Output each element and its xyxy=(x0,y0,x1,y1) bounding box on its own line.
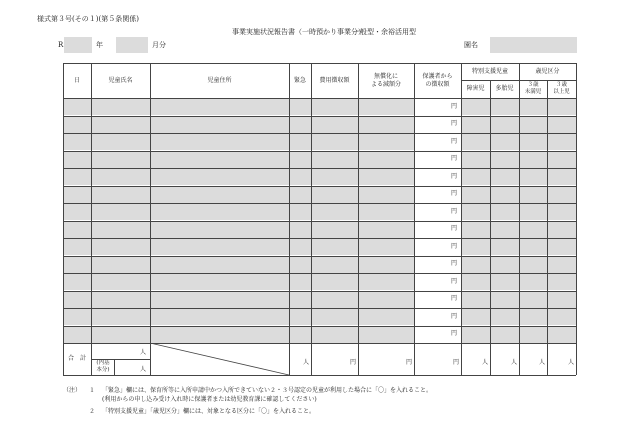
table-cell[interactable] xyxy=(491,291,519,307)
table-cell[interactable] xyxy=(64,116,91,132)
table-cell[interactable] xyxy=(290,99,311,115)
guardian-fee-yen: 円 xyxy=(450,260,457,268)
table-cell[interactable] xyxy=(462,186,490,202)
guardian-fee-yen: 円 xyxy=(450,172,457,180)
year-input[interactable] xyxy=(64,37,92,53)
table-cell[interactable] xyxy=(64,256,91,272)
table-cell[interactable] xyxy=(520,116,547,132)
table-cell[interactable] xyxy=(359,309,414,325)
total-fee-unit: 円 xyxy=(350,359,357,366)
table-cell[interactable] xyxy=(462,204,490,220)
table-cell[interactable] xyxy=(491,309,519,325)
table-cell[interactable] xyxy=(312,186,358,202)
table-cell[interactable] xyxy=(520,256,547,272)
total-breakdown-unit: 人 xyxy=(140,366,147,373)
total-person-unit: 人 xyxy=(140,349,147,356)
table-vline xyxy=(547,80,548,375)
table-cell[interactable] xyxy=(151,151,289,167)
table-hline xyxy=(63,256,576,257)
table-cell[interactable] xyxy=(359,204,414,220)
table-cell[interactable] xyxy=(548,204,576,220)
table-cell[interactable] xyxy=(312,309,358,325)
table-hline xyxy=(63,168,576,169)
table-cell[interactable] xyxy=(548,221,576,237)
table-cell[interactable] xyxy=(290,169,311,185)
table-cell[interactable] xyxy=(462,151,490,167)
guardian-fee-yen: 円 xyxy=(450,190,457,198)
total-over3-unit: 人 xyxy=(568,359,575,366)
table-vline xyxy=(414,63,415,375)
table-cell[interactable] xyxy=(462,239,490,255)
col-multi-birth: 多胎児 xyxy=(495,85,514,93)
table-cell[interactable] xyxy=(520,169,547,185)
table-cell[interactable] xyxy=(151,256,289,272)
table-cell[interactable] xyxy=(290,309,311,325)
table-hline xyxy=(63,375,576,376)
table-cell[interactable] xyxy=(548,326,576,342)
table-hline xyxy=(63,116,576,117)
guardian-fee-yen: 円 xyxy=(450,242,457,250)
table-cell[interactable] xyxy=(92,186,150,202)
table-cell[interactable] xyxy=(491,151,519,167)
month-input[interactable] xyxy=(116,37,148,53)
table-cell[interactable] xyxy=(462,99,490,115)
table-cell[interactable] xyxy=(312,291,358,307)
total-guardian-unit: 円 xyxy=(453,359,460,366)
table-cell[interactable] xyxy=(462,134,490,150)
table-cell[interactable] xyxy=(290,116,311,132)
table-cell[interactable] xyxy=(359,116,414,132)
total-under3-unit: 人 xyxy=(539,359,546,366)
table-cell[interactable] xyxy=(491,256,519,272)
guardian-fee-yen: 円 xyxy=(450,295,457,303)
table-cell[interactable] xyxy=(520,326,547,342)
table-cell[interactable] xyxy=(151,239,289,255)
table-cell[interactable] xyxy=(359,99,414,115)
table-cell[interactable] xyxy=(312,239,358,255)
table-cell[interactable] xyxy=(92,256,150,272)
total-disabled-unit: 人 xyxy=(482,359,489,366)
table-cell[interactable] xyxy=(491,326,519,342)
table-hline xyxy=(63,308,576,309)
table-cell[interactable] xyxy=(92,151,150,167)
table-cell[interactable] xyxy=(64,291,91,307)
table-cell[interactable] xyxy=(548,291,576,307)
total-multi-unit: 人 xyxy=(511,359,518,366)
table-cell[interactable] xyxy=(151,309,289,325)
table-hline xyxy=(63,238,576,239)
report-table xyxy=(63,63,576,375)
table-cell[interactable] xyxy=(290,221,311,237)
table-cell[interactable] xyxy=(92,309,150,325)
table-cell[interactable] xyxy=(520,99,547,115)
col-fee: 費用徴収額 xyxy=(319,76,350,84)
table-cell[interactable] xyxy=(520,239,547,255)
table-cell[interactable] xyxy=(64,151,91,167)
table-cell[interactable] xyxy=(462,116,490,132)
col-day: 日 xyxy=(73,76,80,84)
table-cell[interactable] xyxy=(462,169,490,185)
table-cell[interactable] xyxy=(92,274,150,290)
table-vline xyxy=(289,63,290,375)
table-hline xyxy=(63,203,576,204)
table-cell[interactable] xyxy=(491,221,519,237)
col-free-reduction: 無償化に よる減額分 xyxy=(370,73,401,88)
table-vline xyxy=(358,63,359,375)
table-cell[interactable] xyxy=(548,169,576,185)
table-cell[interactable] xyxy=(92,99,150,115)
table-cell[interactable] xyxy=(312,151,358,167)
table-cell[interactable] xyxy=(92,326,150,342)
table-cell[interactable] xyxy=(64,134,91,150)
table-cell[interactable] xyxy=(462,291,490,307)
table-cell[interactable] xyxy=(491,204,519,220)
table-vline xyxy=(63,63,64,375)
table-cell[interactable] xyxy=(290,291,311,307)
table-cell[interactable] xyxy=(92,291,150,307)
table-cell[interactable] xyxy=(64,274,91,290)
guardian-fee-yen: 円 xyxy=(450,120,457,128)
table-cell[interactable] xyxy=(491,186,519,202)
table-cell[interactable] xyxy=(548,99,576,115)
total-label: 合 計 xyxy=(67,355,86,363)
table-cell[interactable] xyxy=(491,116,519,132)
total-address-diagonal xyxy=(150,343,289,375)
table-vline xyxy=(91,63,92,375)
note-1b-text: (利用からの申し込み受け入れ時に保護者または幼児教育課に確認してください) xyxy=(102,396,317,403)
col-disabled: 障害児 xyxy=(466,85,485,93)
table-vline xyxy=(490,80,491,375)
table-cell[interactable] xyxy=(151,291,289,307)
table-cell[interactable] xyxy=(151,134,289,150)
facility-name-input[interactable] xyxy=(490,37,577,53)
table-cell[interactable] xyxy=(151,326,289,342)
table-cell[interactable] xyxy=(520,291,547,307)
facility-label: 園名 xyxy=(464,41,478,49)
table-cell[interactable] xyxy=(491,134,519,150)
table-cell[interactable] xyxy=(151,169,289,185)
table-hline xyxy=(91,359,150,360)
table-hline xyxy=(63,291,576,292)
table-cell[interactable] xyxy=(92,134,150,150)
table-cell[interactable] xyxy=(290,186,311,202)
table-cell[interactable] xyxy=(548,151,576,167)
table-cell[interactable] xyxy=(92,221,150,237)
note-2-num: ２ xyxy=(89,408,96,415)
col-child-name: 児童氏名 xyxy=(108,76,133,84)
total-breakdown-label: (内基 本分) xyxy=(96,360,110,373)
col-guardian-fee: 保護者から の徴収額 xyxy=(422,73,453,88)
table-hline xyxy=(63,151,576,152)
table-cell[interactable] xyxy=(491,274,519,290)
col-under3: ３歳 未満児 xyxy=(524,82,542,95)
table-cell[interactable] xyxy=(64,204,91,220)
table-cell[interactable] xyxy=(312,221,358,237)
table-cell[interactable] xyxy=(359,134,414,150)
table-cell[interactable] xyxy=(290,256,311,272)
table-cell[interactable] xyxy=(312,169,358,185)
table-cell[interactable] xyxy=(151,274,289,290)
table-cell[interactable] xyxy=(92,169,150,185)
table-cell[interactable] xyxy=(520,151,547,167)
table-cell[interactable] xyxy=(312,204,358,220)
table-cell[interactable] xyxy=(312,256,358,272)
table-cell[interactable] xyxy=(462,326,490,342)
table-hline xyxy=(63,326,576,327)
table-cell[interactable] xyxy=(462,256,490,272)
table-vline xyxy=(114,359,115,375)
table-cell[interactable] xyxy=(548,256,576,272)
table-cell[interactable] xyxy=(290,274,311,290)
table-hline xyxy=(63,343,576,344)
table-cell[interactable] xyxy=(64,169,91,185)
notes-marker: （注） xyxy=(63,387,82,394)
table-cell[interactable] xyxy=(548,134,576,150)
table-cell[interactable] xyxy=(64,309,91,325)
guardian-fee-yen: 円 xyxy=(450,102,457,110)
table-cell[interactable] xyxy=(520,134,547,150)
form-type-label: 一般型・余裕活用型 xyxy=(353,28,416,36)
table-vline xyxy=(519,63,520,375)
table-cell[interactable] xyxy=(548,186,576,202)
table-hline xyxy=(63,63,576,64)
table-cell[interactable] xyxy=(312,274,358,290)
col-over3: ３歳 以上児 xyxy=(553,82,570,95)
table-vline xyxy=(150,63,151,375)
table-cell[interactable] xyxy=(548,309,576,325)
era-prefix: R xyxy=(58,41,64,49)
table-cell[interactable] xyxy=(64,99,91,115)
table-cell[interactable] xyxy=(92,116,150,132)
guardian-fee-yen: 円 xyxy=(450,155,457,163)
form-title: 事業実施状況報告書（一時預かり事業分） xyxy=(232,28,365,36)
note-1-num: １ xyxy=(89,387,96,394)
table-cell[interactable] xyxy=(312,326,358,342)
table-cell[interactable] xyxy=(491,239,519,255)
table-cell[interactable] xyxy=(290,204,311,220)
table-cell[interactable] xyxy=(359,221,414,237)
table-cell[interactable] xyxy=(92,204,150,220)
table-cell[interactable] xyxy=(359,326,414,342)
table-cell[interactable] xyxy=(92,239,150,255)
table-cell[interactable] xyxy=(290,326,311,342)
table-cell[interactable] xyxy=(359,169,414,185)
guardian-fee-yen: 円 xyxy=(450,207,457,215)
col-emergency: 緊急 xyxy=(293,76,306,84)
guardian-fee-yen: 円 xyxy=(450,330,457,338)
table-hline xyxy=(63,133,576,134)
guardian-fee-yen: 円 xyxy=(450,137,457,145)
table-cell[interactable] xyxy=(359,239,414,255)
col-special-support: 特別支援児童 xyxy=(471,67,508,75)
table-cell[interactable] xyxy=(312,99,358,115)
table-cell[interactable] xyxy=(462,221,490,237)
table-cell[interactable] xyxy=(462,274,490,290)
table-cell[interactable] xyxy=(359,186,414,202)
table-cell[interactable] xyxy=(290,151,311,167)
table-hline xyxy=(63,98,576,99)
col-child-address: 児童住所 xyxy=(207,76,232,84)
table-cell[interactable] xyxy=(491,99,519,115)
guardian-fee-yen: 円 xyxy=(450,312,457,320)
table-hline xyxy=(63,273,576,274)
table-cell[interactable] xyxy=(151,204,289,220)
table-cell[interactable] xyxy=(359,151,414,167)
table-cell[interactable] xyxy=(548,239,576,255)
total-emergency-unit: 人 xyxy=(303,359,310,366)
table-cell[interactable] xyxy=(64,186,91,202)
table-cell[interactable] xyxy=(290,239,311,255)
table-cell[interactable] xyxy=(359,274,414,290)
note-2-text: 「特別支援児童」「歳児区分」欄には、対象となる区分に「〇」を入れること。 xyxy=(102,408,316,415)
table-hline xyxy=(63,186,576,187)
table-cell[interactable] xyxy=(520,221,547,237)
table-hline xyxy=(63,221,576,222)
table-cell[interactable] xyxy=(462,309,490,325)
table-cell[interactable] xyxy=(64,239,91,255)
month-label: 月分 xyxy=(152,41,166,49)
table-cell[interactable] xyxy=(151,221,289,237)
table-cell[interactable] xyxy=(151,99,289,115)
table-cell[interactable] xyxy=(520,186,547,202)
table-cell[interactable] xyxy=(64,221,91,237)
table-cell[interactable] xyxy=(359,256,414,272)
table-cell[interactable] xyxy=(151,186,289,202)
table-cell[interactable] xyxy=(491,169,519,185)
table-cell[interactable] xyxy=(520,204,547,220)
table-cell[interactable] xyxy=(520,274,547,290)
table-cell[interactable] xyxy=(520,309,547,325)
guardian-fee-yen: 円 xyxy=(450,277,457,285)
table-cell[interactable] xyxy=(312,134,358,150)
table-cell[interactable] xyxy=(151,116,289,132)
form-id: 様式第３号(その１)(第５条関係) xyxy=(37,15,139,23)
total-free-unit: 円 xyxy=(406,359,413,366)
col-age-category: 歳児区分 xyxy=(535,67,560,75)
table-vline xyxy=(311,63,312,375)
year-label: 年 xyxy=(96,41,103,49)
table-cell[interactable] xyxy=(548,116,576,132)
table-cell[interactable] xyxy=(312,116,358,132)
table-vline xyxy=(461,63,462,375)
table-cell[interactable] xyxy=(64,326,91,342)
table-cell[interactable] xyxy=(359,291,414,307)
table-vline xyxy=(576,63,577,375)
note-1-text: 「緊急」欄には、保育所等に入所申請中かつ入所できていない２・３号認定の児童が利用した場合に「〇」を入れること。 xyxy=(102,387,433,394)
table-cell[interactable] xyxy=(548,274,576,290)
table-cell[interactable] xyxy=(290,134,311,150)
guardian-fee-yen: 円 xyxy=(450,225,457,233)
